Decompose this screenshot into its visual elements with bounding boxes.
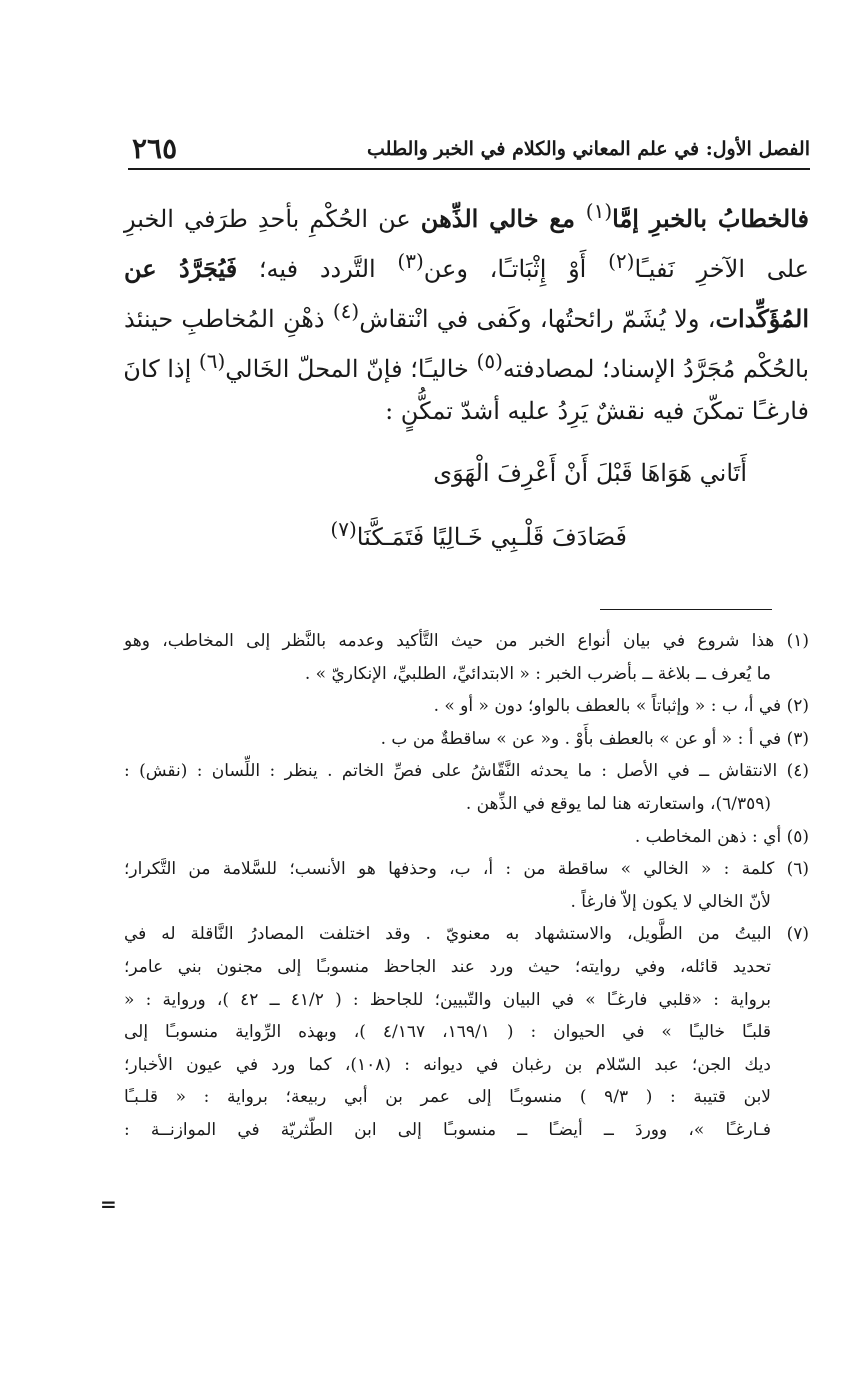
bold-phrase: المُؤَكِّدات bbox=[715, 304, 809, 333]
text-run: ، ولا يُشَمّ رائحتُها، وكَفى في انْتقاش bbox=[359, 305, 716, 333]
main-line bbox=[124, 186, 809, 236]
footnote-line: (١) هذا شروع في بيان أنواع الخبر من حيث التَّأكيد وعدمه بالنَّظر إلى المخاطب، وهو bbox=[124, 631, 809, 651]
footnote-line: تحديد قائله، وفي روايته؛ حيث ورد عند الجاحظ منسوبـًا إلى مجنون بني عامر؛ bbox=[124, 956, 771, 977]
footnote-line: (٦/٣٥٩)، واستعارته هنا لما يوقع في الذِّهن . bbox=[465, 793, 771, 814]
footnote-ref: (١) bbox=[585, 199, 613, 223]
text-run: ذهْنِ المُخاطبِ حينئذ bbox=[124, 305, 333, 333]
bold-phrase: فالخطابُ بالخبرِ إمَّا bbox=[612, 204, 809, 233]
text-run: بالحُكْم مُجَرَّدُ الإسناد؛ لمصادفته bbox=[502, 355, 809, 383]
continuation-mark: = bbox=[100, 1192, 117, 1216]
footnote-line: (٦) كلمة : « الخالي » ساقطة من : أ، ب، وحذفها هو الأنسب؛ للسَّلامة من التَّكرار؛ bbox=[124, 859, 809, 880]
footnote-ref: (٢) bbox=[608, 249, 635, 273]
main-text bbox=[124, 186, 809, 436]
footnote-line: (٢) في أ، ب : « وإثباتاً » بالعطف بالواو؛ دون « أو » . bbox=[433, 696, 809, 717]
text-run: أَوْ إِثْبَاتـًا، وعن bbox=[423, 255, 609, 283]
footnote-line: (٤) الانتقاش ــ في الأصل : ما يحدثه النَّقّاشُ على فصِّ الخاتم . ينظر : اللِّسان : (نقش) : bbox=[124, 761, 809, 782]
footnote-line: برواية : «قلبي فارغـًا » في البيان والتّبيين؛ للجاحظ : ( ٤١/٢ ــ ٤٢ )، ورواية : « bbox=[124, 989, 771, 1010]
footnote-line: قلبـًا خاليـًا » في الحيوان : ( ١٦٩/١، ٤/١٦٧ )، وبهذه الرِّواية منسوبـًا إلى bbox=[124, 1022, 771, 1043]
footnote-line: (٣) في أ : « أو عن » بالعطف بأَوْ . و« عن » ساقطةٌ من ب . bbox=[380, 728, 809, 749]
text-run: فارغـًا تمكّنَ فيه نقشٌ يَرِدُ عليه أشدّ تمكُّنٍ : bbox=[385, 397, 809, 425]
main-line bbox=[124, 286, 809, 336]
footnote-line: (٧) البيتُ من الطَّويل، والاستشهاد به معنويّ . وقد اختلفت المصادرُ النَّاقلة له في bbox=[124, 924, 809, 945]
main-line bbox=[124, 336, 809, 386]
verse-hemistich: أَتَاني هَوَاهَا قَبْلَ أَنْ أَعْرِفَ الْهَوَى bbox=[433, 459, 747, 487]
text-run: التَّردد فيه؛ bbox=[237, 255, 398, 283]
verse-hemistich bbox=[330, 517, 627, 551]
main-line bbox=[124, 236, 809, 286]
footnote-line: ما يُعرف ــ بلاغة ــ بأضرب الخبر : « الابتدائيِّ، الطلبيِّ، الإنكاريّ » . bbox=[304, 663, 771, 684]
text-run: إذا كانَ bbox=[123, 355, 199, 383]
footnote-ref: (٥) bbox=[476, 349, 503, 373]
main-line bbox=[124, 386, 809, 436]
footnote-ref: (٤) bbox=[332, 299, 360, 323]
footnote-line: (٥) أي : ذهن المخاطب . bbox=[634, 826, 809, 847]
page-header bbox=[128, 132, 810, 170]
bold-phrase: فَيُجَرَّدُ عن bbox=[124, 254, 238, 283]
page-number: ٢٦٥ bbox=[132, 132, 178, 165]
text-run: على الآخرِ نَفيـًا bbox=[634, 255, 809, 283]
footnote-line: فـارغـًا »، ووردَ ــ أيضـًا ــ منسوبـًا إلى ابن الطّثريّة في الموازنــة : bbox=[124, 1119, 771, 1140]
text-run: خاليـًا؛ فإنّ المحلّ الخَالي bbox=[225, 355, 477, 383]
text-run: عن الحُكْمِ بأحدِ طرَفي الخبرِ bbox=[124, 205, 421, 233]
footnote-ref: (٧) bbox=[330, 517, 357, 541]
footnote-line: لابن قتيبة : ( ٩/٣ ) منسوبـًا إلى عمر بن أبي ربيعة؛ برواية : « قلـبـًا bbox=[124, 1087, 771, 1108]
footnote-line: لأنّ الخالي لا يكون إلاّ فارغاً . bbox=[570, 891, 771, 912]
chapter-title: الفصل الأول: في علم المعاني والكلام في الخبر والطلب bbox=[367, 138, 810, 160]
footnotes bbox=[124, 625, 809, 1147]
footnote-separator bbox=[600, 609, 772, 610]
bold-phrase: مع خالي الذِّهن bbox=[420, 204, 586, 233]
footnote-ref: (٦) bbox=[198, 349, 226, 373]
footnote-line: ديك الجن؛ عبد السّلام بن رغبان في ديوانه : (١٠٨)، كما ورد في عيون الأخبار؛ bbox=[124, 1054, 771, 1075]
footnote-ref: (٣) bbox=[397, 249, 424, 273]
verse-text: فَصَادَفَ قَلْـبِي خَـالِيًا فَتَمَـكَّنَا bbox=[356, 523, 627, 551]
